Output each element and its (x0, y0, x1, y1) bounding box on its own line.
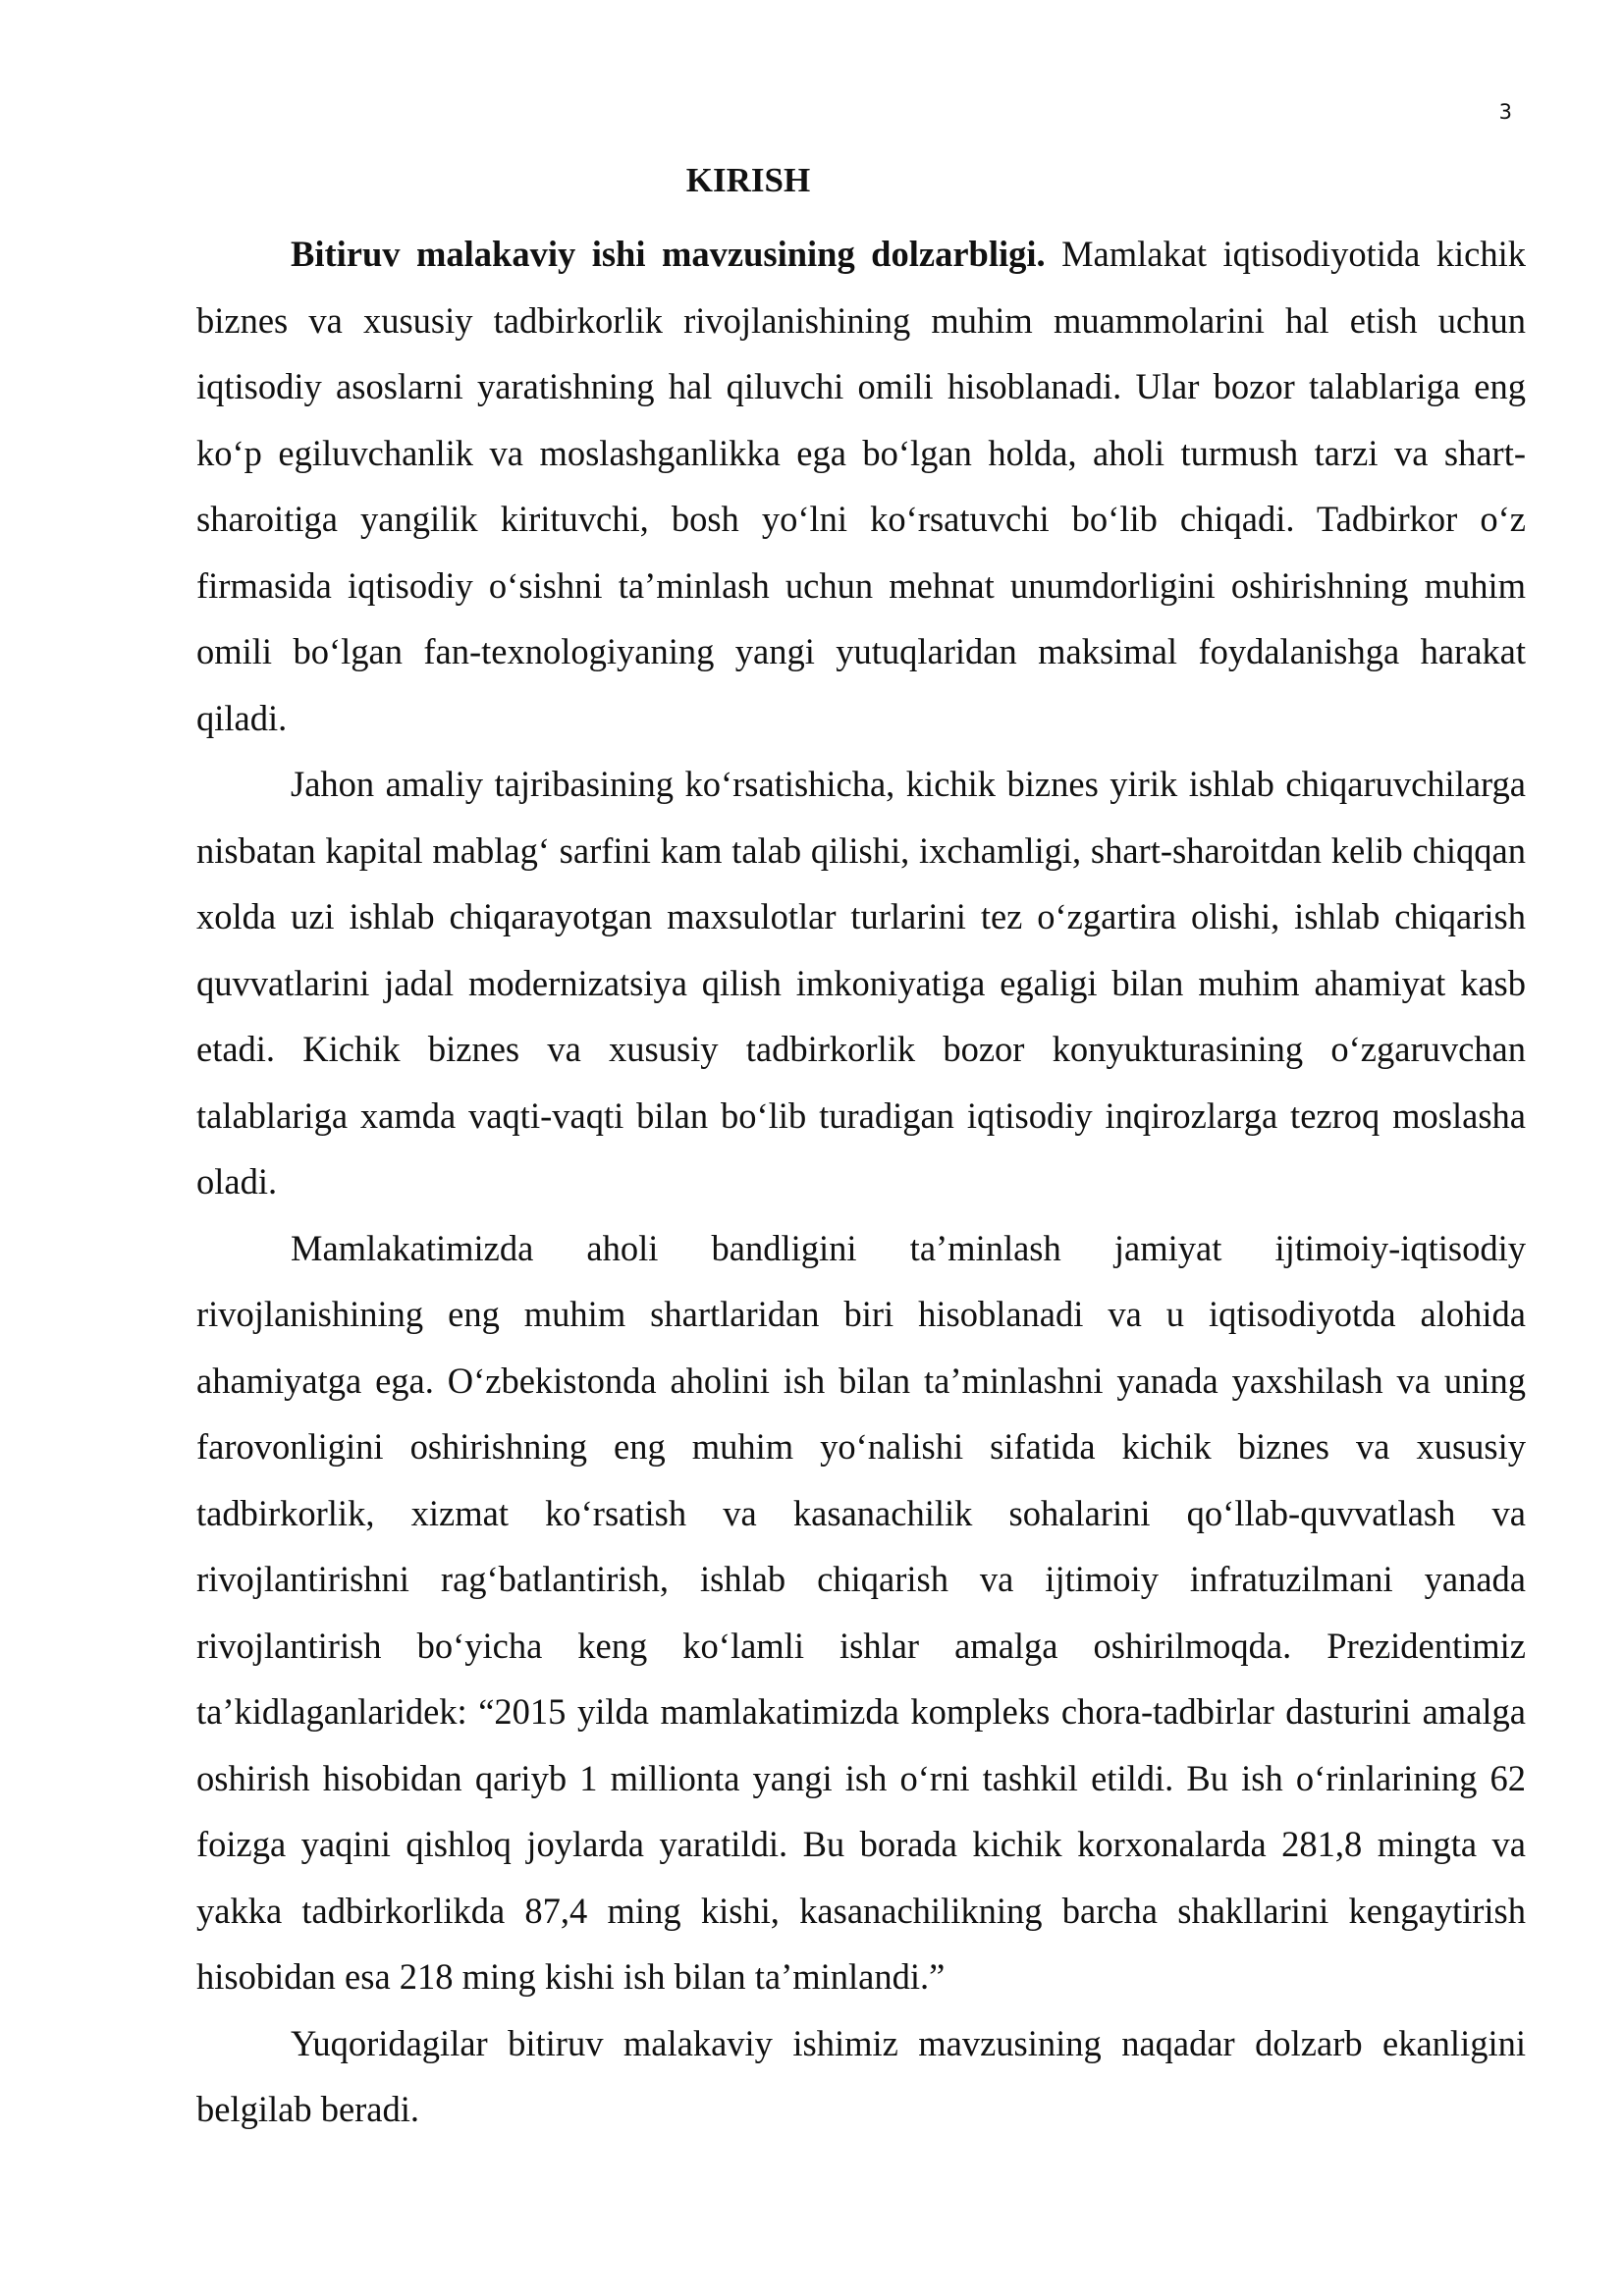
paragraph-lead: Bitiruv malakaviy ishi mavzusining dolzarbligi. (291, 234, 1046, 274)
section-heading: KIRISH (685, 161, 811, 199)
body-text (196, 221, 1526, 2143)
paragraph-employment: Mamlakatimizda aholi bandligini ta’minlash jamiyat ijtimoiy-iqtisodiy rivojlanishining eng muhim shartlaridan biri hisoblanadi va u iqtisodiyotda alohida ahamiyatga ega. O‘zbekistonda aholini ish bilan ta’minlashni yanada yaxshilash va uning farovonligini oshirishning eng muhim yo‘nalishi sifatida kichik biznes va xususiy tadbirkorlik, xizmat ko‘rsatish va kasanachilik sohalarini qo‘llab-quvvatlash va rivojlantirishni rag‘batlantirish, ishlab chiqarish va ijtimoiy infratuzilmani yanada rivojlantirish bo‘yicha keng ko‘lamli ishlar amalga oshirilmoqda. Prezidentimiz ta’kidlaganlaridek: “2015 yilda mamlakatimizda kompleks chora-tadbirlar dasturini amalga oshirish hisobidan qariyb 1 millionta yangi ish o‘rni tashkil etildi. Bu ish o‘rinlarining 62 foizga yaqini qishloq joylarda yaratildi. Bu borada kichik korxonalarda 281,8 mingta va yakka tadbirkorlikda 87,4 ming kishi, kasanachilikning barcha shakllarini kengaytirish hisobidan esa 218 ming kishi ish bilan ta’minlandi.” (196, 1227, 1526, 1997)
paragraph-text: Mamlakat iqtisodiyotida kichik biznes va xususiy tadbirkorlik rivojlanishining muhim muammolarini hal etish uchun iqtisodiy asoslarni yaratishning hal qiluvchi omili hisoblanadi. Ular bozor talablariga eng ko‘p egiluvchanlik va moslashganlikka ega bo‘lgan holda, aholi turmush tarzi va shart-sharoitiga yangilik kirituvchi, bosh yo‘lni ko‘rsatuvchi bo‘lib chiqadi. Tadbirkor o‘z firmasida iqtisodiy o‘sishni ta’minlash uchun mehnat unumdorligini oshirishning muhim omili bo‘lgan fan-texnologiyaning yangi yutuqlaridan maksimal foydalanishga harakat qiladi. (196, 234, 1526, 738)
paragraph-world-experience: Jahon amaliy tajribasining ko‘rsatishicha, kichik biznes yirik ishlab chiqaruvchilarga nisbatan kapital mablag‘ sarfini kam talab qilishi, ixchamligi, shart-sharoitdan kelib chiqqan xolda uzi ishlab chiqarayotgan maxsulotlar turlarini tez o‘zgartira olishi, ishlab chiqarish quvvatlarini jadal modernizatsiya qilish imkoniyatiga egaligi bilan muhim ahamiyat kasb etadi. Kichik biznes va xususiy tadbirkorlik bozor konyukturasining o‘zgaruvchan talablariga xamda vaqti-vaqti bilan bo‘lib turadigan iqtisodiy inqirozlarga tezroq moslasha oladi. (196, 764, 1526, 1201)
paragraph-conclusion: Yuqoridagilar bitiruv malakaviy ishimiz mavzusining naqadar dolzarb ekanligini belgilab beradi. (196, 2022, 1526, 2129)
paragraph-relevance (196, 221, 1526, 751)
page-number: 3 (1498, 100, 1512, 124)
